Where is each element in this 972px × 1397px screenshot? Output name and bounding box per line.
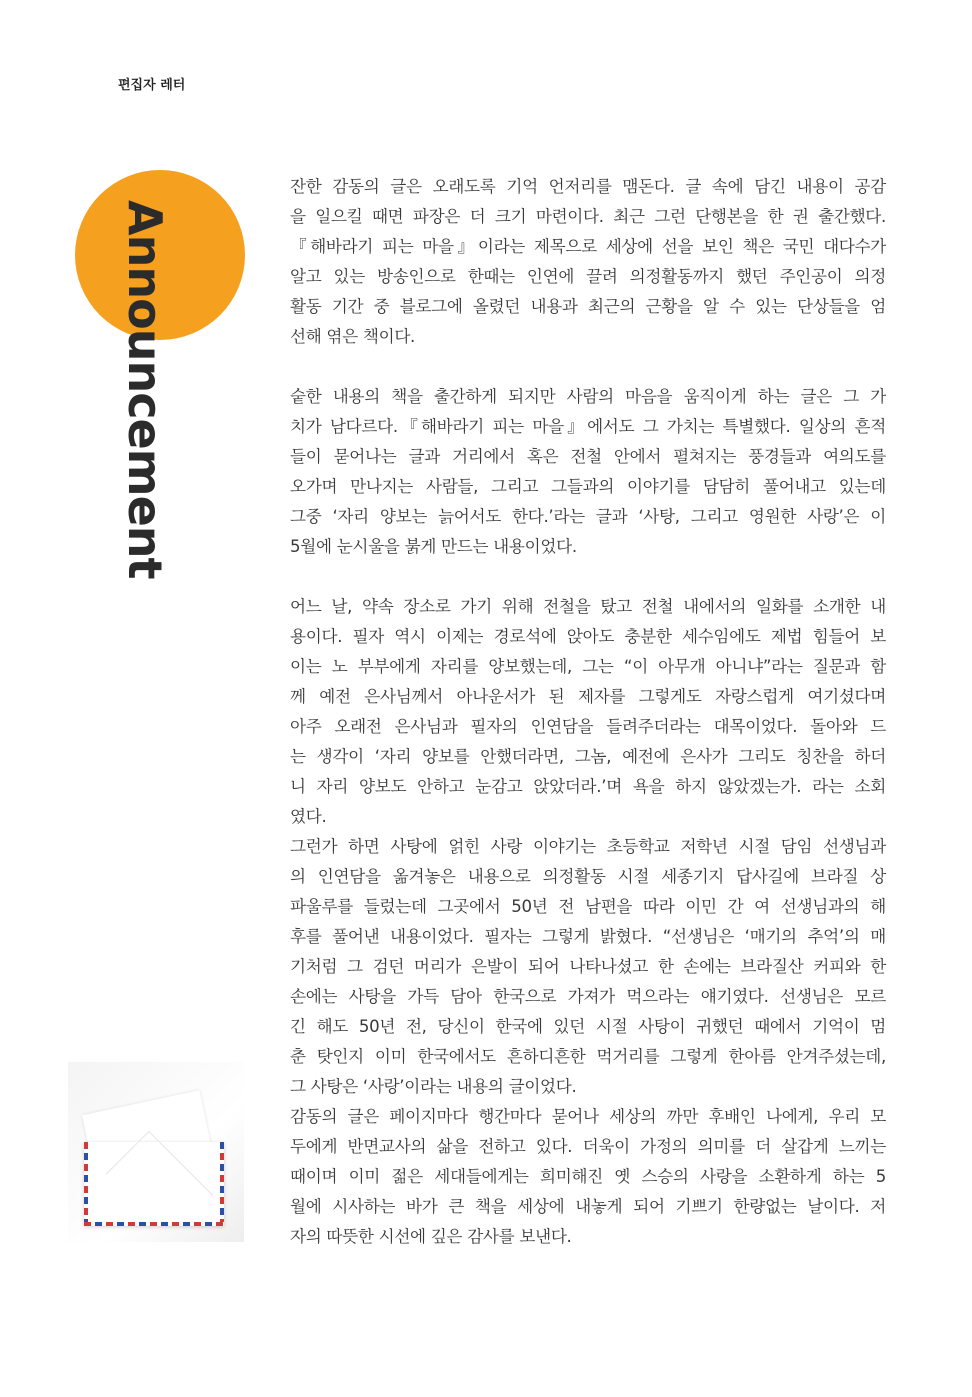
text-line: 이는 노 부부에게 자리를 양보했는데, 그는 “이 아무개 아니냐”라는 질문과 함 bbox=[290, 657, 886, 676]
text-line: 잔한 감동의 글은 오래도록 기억 언저리를 맴돈다. 글 속에 담긴 내용이 공감 bbox=[290, 177, 886, 196]
text-line: 알고 있는 방송인으로 한때는 인연에 끌려 의정활동까지 했던 주인공이 의정 bbox=[290, 267, 886, 286]
text-line: 니 자리 양보도 안하고 눈감고 앉았더라.’며 욕을 하지 않았겠는가. 라는 소회 bbox=[290, 777, 886, 796]
text-line: 손에는 사탕을 가득 담아 한국으로 가져가 먹으라는 얘기였다. 선생님은 모르 bbox=[290, 987, 886, 1006]
article-body bbox=[290, 172, 886, 1252]
text-line: 활동 기간 중 블로그에 올렸던 내용과 최근의 근황을 알 수 있는 단상들을 엄 bbox=[290, 297, 886, 316]
paragraph-3 bbox=[290, 592, 886, 832]
text-line: 선해 엮은 책이다. bbox=[290, 327, 416, 346]
text-line: 파울루를 들렀는데 그곳에서 50년 전 남편을 따라 이민 간 여 선생님과의 해 bbox=[290, 897, 886, 916]
text-line: 오가며 만나지는 사람들, 그리고 그들과의 이야기를 담담히 풀어내고 있는데 bbox=[290, 477, 886, 496]
text-line: 긴 해도 50년 전, 당신이 한국에 있던 시절 사탕이 귀했던 때에서 기억이 멈 bbox=[290, 1017, 886, 1036]
text-line: 의 인연담을 옮겨놓은 내용으로 의정활동 시절 세종기지 답사길에 브라질 상 bbox=[290, 867, 886, 886]
text-line: 용이다. 필자 역시 이제는 경로석에 앉아도 충분한 세수임에도 제법 힘들어 보 bbox=[290, 627, 886, 646]
text-line: 치가 남다르다.『해바라기 피는 마을』에서도 그 가치는 특별했다. 일상의 흔적 bbox=[290, 417, 886, 436]
text-line: 그런가 하면 사탕에 얽힌 사랑 이야기는 초등학교 저학년 시절 담임 선생님과 bbox=[290, 837, 886, 856]
section-label: 편집자 레터 bbox=[118, 78, 186, 93]
paragraph-1 bbox=[290, 172, 886, 352]
paragraph-5 bbox=[290, 1102, 886, 1252]
text-line: 기처럼 그 검던 머리가 은발이 되어 나타나셨고 한 손에는 브라질산 커피와 한 bbox=[290, 957, 886, 976]
airmail-stripe-left bbox=[84, 1142, 88, 1226]
text-line: 때이며 이미 젊은 세대들에게는 희미해진 옛 스승의 사랑을 소환하게 하는 5 bbox=[290, 1167, 886, 1186]
envelope-body bbox=[84, 1142, 224, 1226]
paragraph-2 bbox=[290, 382, 886, 562]
airmail-envelope-icon bbox=[68, 1062, 244, 1242]
text-line: 을 일으킬 때면 파장은 더 크기 마련이다. 최근 그런 단행본을 한 권 출간했다. bbox=[290, 207, 886, 226]
paragraph-4 bbox=[290, 832, 886, 1102]
text-line: 어느 날, 약속 장소로 가기 위해 전철을 탔고 전철 내에서의 일화를 소개한 내 bbox=[290, 597, 886, 616]
text-line: 월에 시사하는 바가 큰 책을 세상에 내놓게 되어 기쁘기 한량없는 날이다. 저 bbox=[290, 1197, 886, 1216]
text-line: 그중 ‘자리 양보는 늙어서도 한다.’라는 글과 ‘사탕, 그리고 영원한 사랑’은 이 bbox=[290, 507, 886, 526]
text-line: 자의 따뜻한 시선에 깊은 감사를 보낸다. bbox=[290, 1227, 572, 1246]
text-line: 5월에 눈시울을 붉게 만드는 내용이었다. bbox=[290, 537, 577, 556]
text-line: 두에게 반면교사의 삶을 전하고 있다. 더욱이 가정의 의미를 더 살갑게 느끼는 bbox=[290, 1137, 886, 1156]
airmail-stripe-right bbox=[220, 1142, 224, 1226]
text-line: 아주 오래전 은사님과 필자의 인연담을 들려주더라는 대목이었다. 돌아와 드 bbox=[290, 717, 886, 736]
text-line: 후를 풀어낸 내용이었다. 필자는 그렇게 밝혔다. “선생님은 ‘매기의 추억’의 매 bbox=[290, 927, 886, 946]
text-line: 들이 묻어나는 글과 거리에서 혹은 전철 안에서 펼쳐지는 풍경들과 여의도를 bbox=[290, 447, 886, 466]
text-line: 숱한 내용의 책을 출간하게 되지만 사람의 마음을 움직이게 하는 글은 그 가 bbox=[290, 387, 886, 406]
text-line: 감동의 글은 페이지마다 행간마다 묻어나 세상의 까만 후배인 나에게, 우리 모 bbox=[290, 1107, 886, 1126]
text-line: 그 사탕은 ‘사랑’이라는 내용의 글이었다. bbox=[290, 1077, 577, 1096]
airmail-stripe-bottom bbox=[84, 1222, 224, 1226]
text-line: 춘 탓인지 이미 한국에서도 흔하디흔한 먹거리를 그렇게 한아름 안겨주셨는데, bbox=[290, 1047, 886, 1066]
announcement-title: Announcement bbox=[118, 200, 172, 579]
text-line: 는 생각이 ‘자리 양보를 안했더라면, 그놈, 예전에 은사가 그리도 칭찬을 하더 bbox=[290, 747, 886, 766]
text-line: 였다. bbox=[290, 807, 327, 826]
text-line: 께 예전 은사님께서 아나운서가 된 제자를 그렇게도 자랑스럽게 여기셨다며 bbox=[290, 687, 886, 706]
text-line: 『해바라기 피는 마을』이라는 제목으로 세상에 선을 보인 책은 국민 대다수가 bbox=[290, 237, 886, 256]
